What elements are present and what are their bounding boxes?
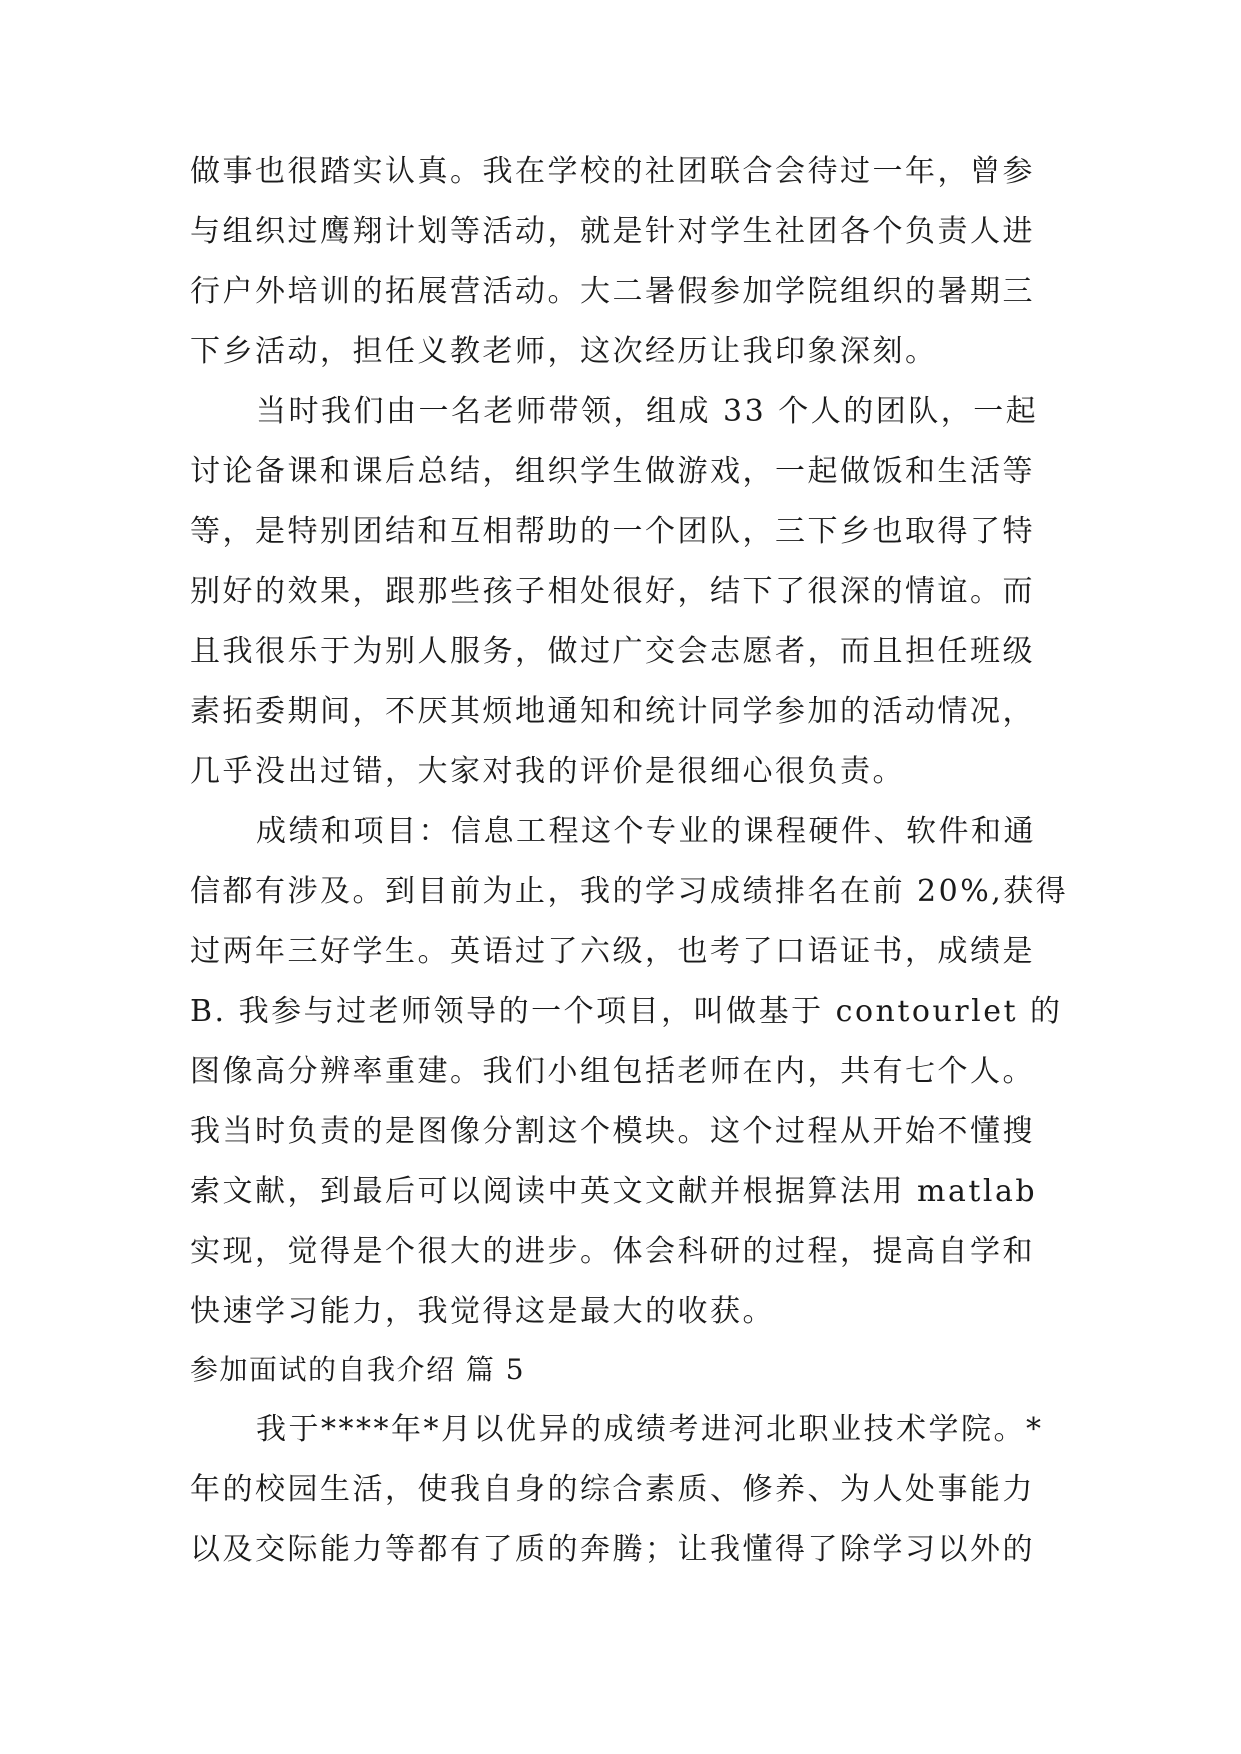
text-line: 别好的效果，跟那些孩子相处很好，结下了很深的情谊。而 bbox=[190, 574, 1035, 609]
text-line: 图像高分辨率重建。我们小组包括老师在内，共有七个人。 bbox=[190, 1054, 1035, 1089]
paragraph-first-line: 当时我们由一名老师带领，组成 33 个人的团队，一起 bbox=[256, 394, 1039, 429]
paragraph-first-line: 成绩和项目：信息工程这个专业的课程硬件、软件和通 bbox=[256, 814, 1036, 849]
text-line: 下乡活动，担任义教老师，这次经历让我印象深刻。 bbox=[190, 334, 938, 369]
text-line: 我当时负责的是图像分割这个模块。这个过程从开始不懂搜 bbox=[190, 1114, 1035, 1149]
text-line: 过两年三好学生。英语过了六级，也考了口语证书，成绩是 bbox=[190, 934, 1035, 969]
paragraph-first-line: 我于****年*月以优异的成绩考进河北职业技术学院。* bbox=[256, 1412, 1044, 1447]
text-line: B. 我参与过老师领导的一个项目，叫做基于 contourlet 的 bbox=[190, 994, 1063, 1029]
text-line: 以及交际能力等都有了质的奔腾；让我懂得了除学习以外的 bbox=[190, 1532, 1035, 1567]
text-line: 索文献，到最后可以阅读中英文文献并根据算法用 matlab bbox=[190, 1174, 1038, 1209]
text-line: 等，是特别团结和互相帮助的一个团队，三下乡也取得了特 bbox=[190, 514, 1035, 549]
text-line: 与组织过鹰翔计划等活动，就是针对学生社团各个负责人进 bbox=[190, 214, 1035, 249]
text-line: 且我很乐于为别人服务，做过广交会志愿者，而且担任班级 bbox=[190, 634, 1035, 669]
text-line: 行户外培训的拓展营活动。大二暑假参加学院组织的暑期三 bbox=[190, 274, 1035, 309]
text-line: 素拓委期间，不厌其烦地通知和统计同学参加的活动情况， bbox=[190, 694, 1035, 729]
text-line: 几乎没出过错，大家对我的评价是很细心很负责。 bbox=[190, 754, 905, 789]
text-line: 做事也很踏实认真。我在学校的社团联合会待过一年，曾参 bbox=[190, 154, 1035, 189]
text-line: 快速学习能力，我觉得这是最大的收获。 bbox=[190, 1294, 775, 1329]
text-line: 实现，觉得是个很大的进步。体会科研的过程，提高自学和 bbox=[190, 1234, 1035, 1269]
text-line: 信都有涉及。到目前为止，我的学习成绩排名在前 20%,获得 bbox=[190, 874, 1069, 909]
text-line: 年的校园生活，使我自身的综合素质、修养、为人处事能力 bbox=[190, 1472, 1035, 1507]
text-line: 讨论备课和课后总结，组织学生做游戏，一起做饭和生活等 bbox=[190, 454, 1035, 489]
section-heading: 参加面试的自我介绍 篇 5 bbox=[190, 1353, 526, 1386]
